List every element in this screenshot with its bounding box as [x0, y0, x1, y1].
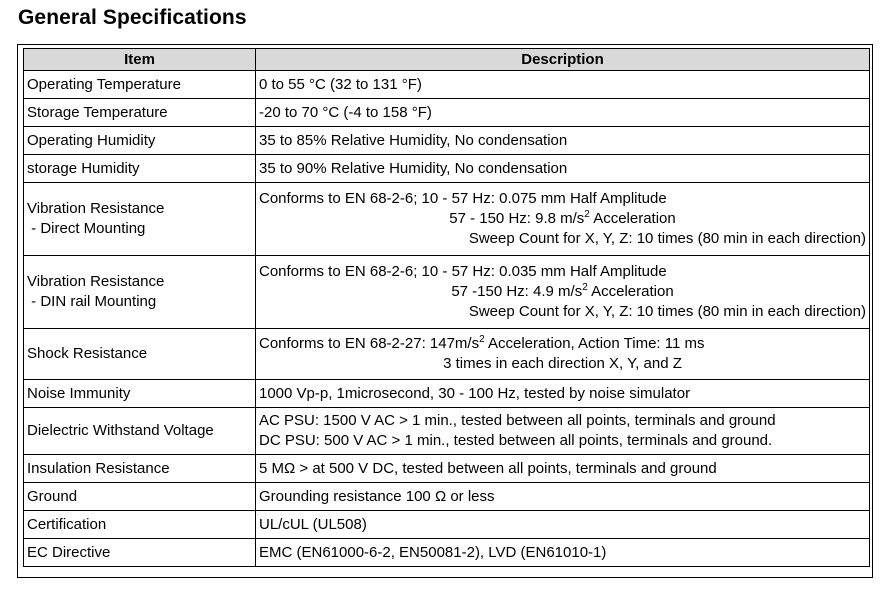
- superscript: 2: [582, 282, 588, 293]
- description-cell: [256, 71, 870, 99]
- table-row: [24, 380, 870, 408]
- description-cell: [256, 380, 870, 408]
- description-line: Sweep Count for X, Y, Z: 10 times (80 min in each direction): [468, 230, 866, 247]
- description-line: 0 to 55 °C (32 to 131 °F): [259, 75, 422, 93]
- description-cell: [256, 329, 870, 380]
- description-line: Sweep Count for X, Y, Z: 10 times (80 min in each direction): [468, 303, 866, 320]
- description-line: -20 to 70 °C (-4 to 158 °F): [259, 103, 432, 121]
- column-header-item: Item: [24, 49, 256, 71]
- item-cell: Dielectric Withstand Voltage: [24, 408, 256, 455]
- description-text: 57 - 150 Hz: 9.8 m/s: [449, 210, 585, 227]
- description-line: UL/cUL (UL508): [259, 515, 367, 533]
- description-cell: [256, 256, 870, 329]
- description-cell: [256, 183, 870, 256]
- description-text: 57 -150 Hz: 4.9 m/s: [451, 283, 583, 300]
- table-row: [24, 455, 870, 483]
- table-row: [24, 483, 870, 511]
- description-line: 35 to 85% Relative Humidity, No condensation: [259, 131, 568, 149]
- item-cell: Shock Resistance: [24, 329, 256, 380]
- item-cell: Storage Temperature: [24, 99, 256, 127]
- item-cell: EC Directive: [24, 539, 256, 567]
- description-text: Acceleration: [587, 283, 674, 300]
- description-line: [259, 334, 866, 354]
- description-line: 5 MΩ > at 500 V DC, tested between all points, terminals and ground: [259, 459, 717, 477]
- superscript: 2: [584, 209, 590, 220]
- table-row: [24, 408, 870, 455]
- table-row: [24, 256, 870, 329]
- description-line: Conforms to EN 68-2-6; 10 - 57 Hz: 0.075 mm Half Amplitude: [259, 190, 667, 207]
- item-cell: Ground: [24, 483, 256, 511]
- item-cell: Operating Humidity: [24, 127, 256, 155]
- description-text: Acceleration, Action Time: 11 ms: [484, 335, 705, 352]
- table-row: [24, 99, 870, 127]
- item-cell: Vibration Resistance - Direct Mounting: [24, 183, 256, 256]
- item-cell: Insulation Resistance: [24, 455, 256, 483]
- description-text: Acceleration: [589, 210, 676, 227]
- table-row: [24, 71, 870, 99]
- description-cell: [256, 511, 870, 539]
- table-row: [24, 127, 870, 155]
- item-cell: Operating Temperature: [24, 71, 256, 99]
- table-row: [24, 329, 870, 380]
- table-header-row: [24, 49, 870, 71]
- description-cell: [256, 483, 870, 511]
- description-line: EMC (EN61000-6-2, EN50081-2), LVD (EN61010-1): [259, 543, 607, 561]
- description-text: Conforms to EN 68-2-27: 147m/s: [259, 335, 480, 352]
- description-cell: [256, 127, 870, 155]
- description-line: Conforms to EN 68-2-6; 10 - 57 Hz: 0.035 mm Half Amplitude: [259, 263, 667, 280]
- specifications-table: [23, 48, 870, 567]
- description-line: 35 to 90% Relative Humidity, No condensation: [259, 159, 568, 177]
- description-cell: [256, 539, 870, 567]
- table-row: [24, 539, 870, 567]
- description-line: Grounding resistance 100 Ω or less: [259, 487, 495, 505]
- page-title: General Specifications: [18, 6, 247, 29]
- description-cell: [256, 455, 870, 483]
- item-cell: Noise Immunity: [24, 380, 256, 408]
- item-cell: Vibration Resistance - DIN rail Mounting: [24, 256, 256, 329]
- description-line: [259, 282, 866, 302]
- column-header-description: Description: [256, 49, 870, 71]
- item-cell: storage Humidity: [24, 155, 256, 183]
- description-line: 1000 Vp-p, 1microsecond, 30 - 100 Hz, tested by noise simulator: [259, 384, 691, 402]
- table-row: [24, 511, 870, 539]
- superscript: 2: [479, 334, 485, 345]
- description-line: DC PSU: 500 V AC > 1 min., tested between all points, terminals and ground.: [259, 432, 773, 449]
- description-cell: [256, 99, 870, 127]
- description-cell: [256, 408, 870, 455]
- description-line: AC PSU: 1500 V AC > 1 min., tested between all points, terminals and ground: [259, 412, 776, 429]
- table-row: [24, 183, 870, 256]
- description-cell: [256, 155, 870, 183]
- description-line: 3 times in each direction X, Y, and Z: [443, 355, 682, 372]
- description-line: [259, 209, 866, 229]
- item-cell: Certification: [24, 511, 256, 539]
- table-row: [24, 155, 870, 183]
